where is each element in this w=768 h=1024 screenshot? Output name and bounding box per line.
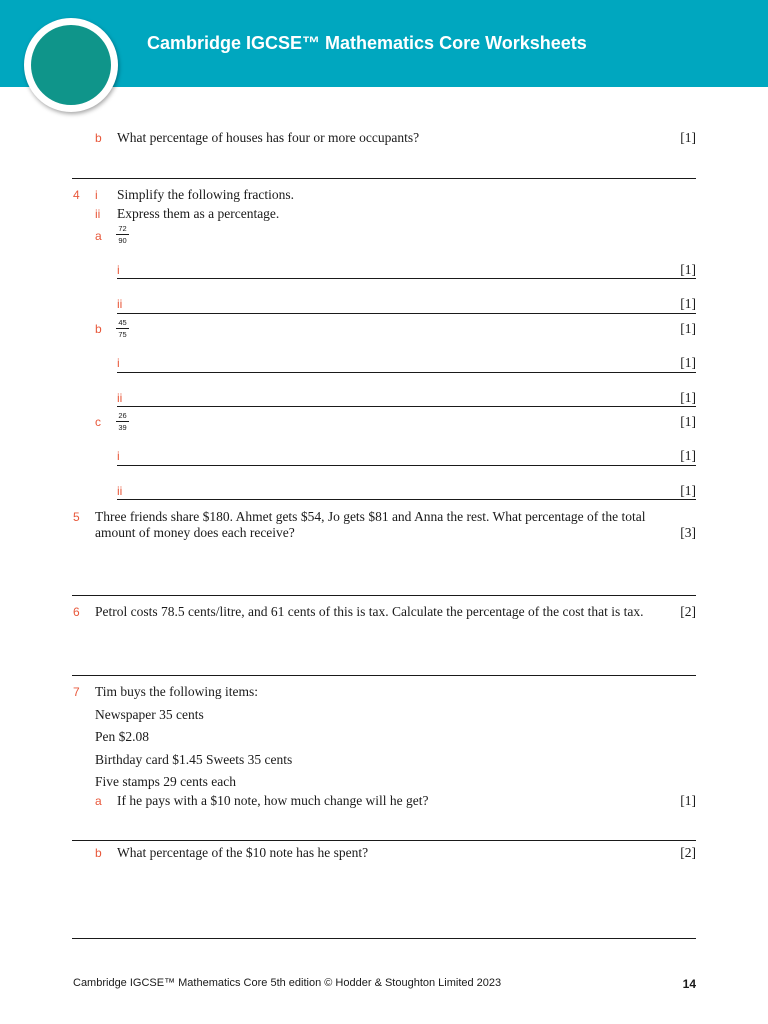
fraction-numerator: 45	[118, 318, 127, 327]
q7b-label: b	[95, 846, 102, 860]
q3b-marks: [1]	[680, 130, 696, 145]
fraction-denominator: 90	[118, 236, 127, 245]
fraction-bar	[116, 328, 129, 329]
answer-line[interactable]	[72, 938, 696, 939]
page-number: 14	[682, 977, 696, 991]
header-title: Cambridge IGCSE™ Mathematics Core Worksheets	[147, 33, 587, 53]
answer-line[interactable]	[72, 675, 696, 676]
q6-text: Petrol costs 78.5 cents/litre, and 61 cents of this is tax. Calculate the percentage of the cost that is tax.	[95, 604, 644, 619]
fraction-bar	[116, 421, 129, 422]
q7-item: Five stamps 29 cents each	[95, 774, 236, 789]
q4a-ii-marks: [1]	[680, 296, 696, 311]
q7-item: Newspaper 35 cents	[95, 707, 204, 722]
logo-inner-circle	[31, 25, 111, 105]
q7a-text: If he pays with a $10 note, how much change will he get?	[117, 793, 429, 808]
answer-line[interactable]	[117, 406, 696, 407]
fraction-numerator: 26	[118, 411, 127, 420]
fraction-numerator: 72	[118, 224, 127, 233]
q4b-marks: [1]	[680, 321, 696, 336]
q4a-fraction	[116, 224, 129, 245]
q4c-label: c	[95, 415, 101, 429]
answer-line[interactable]	[117, 278, 696, 279]
q4-number: 4	[73, 188, 80, 202]
q4b-i-marks: [1]	[680, 355, 696, 370]
q5-number: 5	[73, 510, 80, 524]
footer-copyright: Cambridge IGCSE™ Mathematics Core 5th edition © Hodder & Stoughton Limited 2023	[73, 977, 502, 989]
q4-part-ii-label: ii	[95, 207, 101, 221]
q4b-ii-label: ii	[117, 391, 123, 405]
logo-circle	[24, 18, 118, 112]
q4a-i-marks: [1]	[680, 262, 696, 277]
fraction-denominator: 75	[118, 330, 127, 339]
q7-item: Birthday card $1.45 Sweets 35 cents	[95, 752, 293, 767]
answer-line[interactable]	[72, 595, 696, 596]
q4c-ii-marks: [1]	[680, 483, 696, 498]
answer-line[interactable]	[117, 313, 696, 314]
q4b-label: b	[95, 322, 102, 336]
q7-number: 7	[73, 685, 80, 699]
q4-part-i-text: Simplify the following fractions.	[117, 187, 294, 202]
q7-intro: Tim buys the following items:	[95, 684, 259, 699]
q5-text-line2: amount of money does each receive?	[95, 525, 295, 540]
q7a-label: a	[95, 794, 102, 808]
q7b-text: What percentage of the $10 note has he spent?	[117, 845, 369, 860]
q3b-text: What percentage of houses has four or more occupants?	[117, 130, 420, 145]
q4c-ii-label: ii	[117, 484, 123, 498]
q7b-marks: [2]	[680, 845, 696, 860]
q4a-ii-label: ii	[117, 297, 123, 311]
q4c-marks: [1]	[680, 414, 696, 429]
q4b-ii-marks: [1]	[680, 390, 696, 405]
q4-part-i-label: i	[95, 188, 98, 202]
q5-text-line1: Three friends share $180. Ahmet gets $54, Jo gets $81 and Anna the rest. What percentage of the total	[95, 509, 646, 524]
q3b-label: b	[95, 131, 102, 145]
q4c-i-label: i	[117, 449, 120, 463]
fraction-denominator: 39	[118, 423, 127, 432]
answer-line[interactable]	[117, 499, 696, 500]
q6-marks: [2]	[680, 604, 696, 619]
q4b-i-label: i	[117, 356, 120, 370]
q5-marks: [3]	[680, 525, 696, 540]
q4b-fraction	[116, 318, 129, 339]
answer-line[interactable]	[117, 372, 696, 373]
fraction-bar	[116, 234, 129, 235]
answer-line[interactable]	[117, 465, 696, 466]
q4c-i-marks: [1]	[680, 448, 696, 463]
answer-line[interactable]	[72, 840, 696, 841]
q7-item: Pen $2.08	[95, 729, 149, 744]
q7a-marks: [1]	[680, 793, 696, 808]
q4a-label: a	[95, 229, 102, 243]
q6-number: 6	[73, 605, 80, 619]
q4a-i-label: i	[117, 263, 120, 277]
q4c-fraction	[116, 411, 129, 432]
answer-line[interactable]	[72, 178, 696, 179]
q4-part-ii-text: Express them as a percentage.	[117, 206, 280, 221]
